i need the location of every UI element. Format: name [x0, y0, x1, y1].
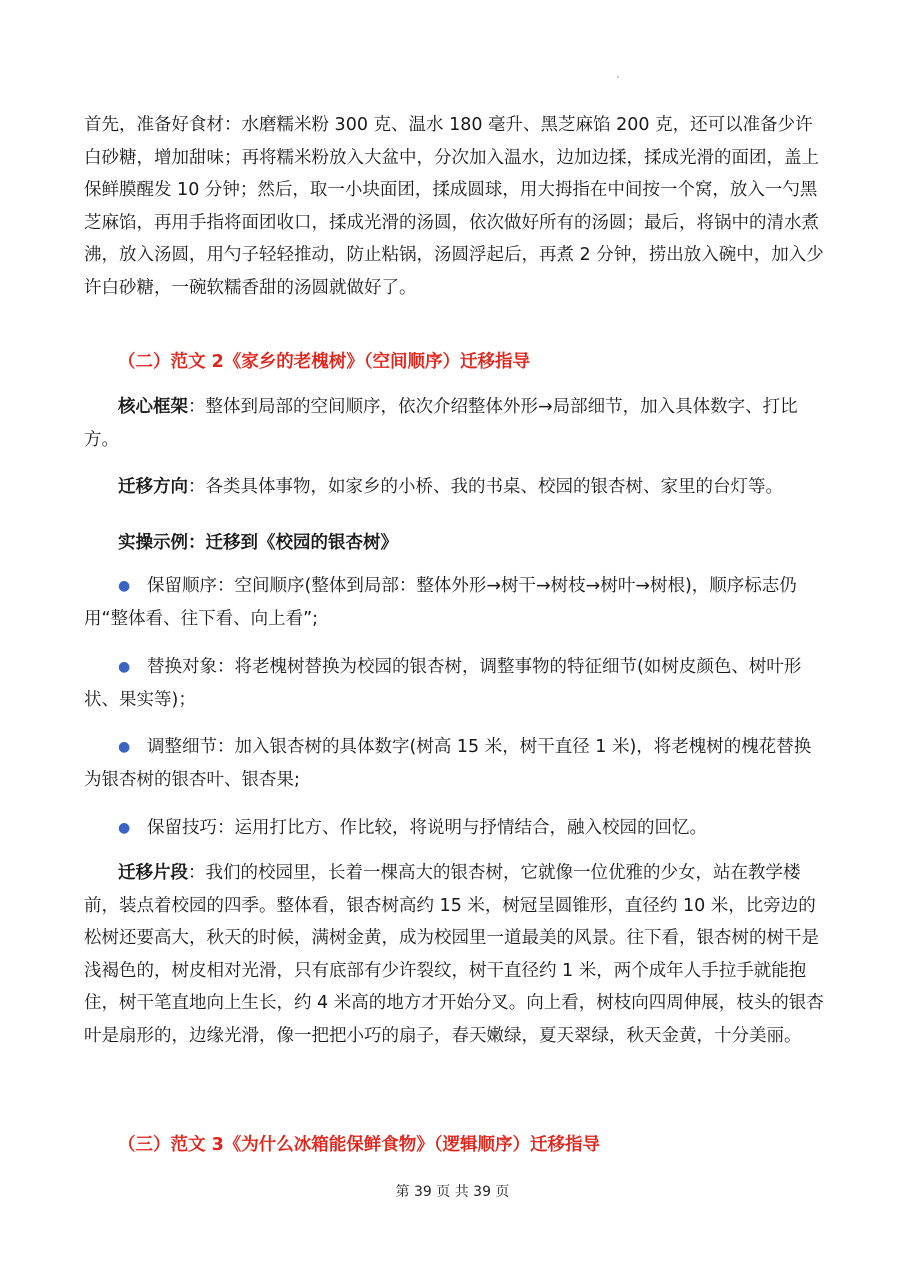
list-item: [84, 570, 828, 635]
core-framework-label: 核心框架: [118, 397, 188, 417]
fragment-text: ：我们的校园里，长着一棵高大的银杏树，它就像一位优雅的少女，站在教学楼前，装点着校园的四季。整体看，银杏树高约 15 米，树冠呈圆锥形，直径约 10 米，比旁边的松树还要高大，秋天的时候，满树金黄，成为校园里一道最美的风景。往下看，银杏树的树干是浅褐色的，树皮相对光滑，只有底部有少许裂纹，树干直径约 1 米，两个成年人手拉手就能抱住，树干笔直地向上生长，约 4 米高的地方才开始分叉。向上看，树枝向四周伸展，枝头的银杏叶是扇形的，边缘光滑，像一把把小巧的扇子，春天嫩绿，夏天翠绿，秋天金黄，十分美丽。: [84, 863, 824, 1046]
bullet-dot-icon: ●: [118, 659, 131, 675]
list-item: [84, 812, 828, 845]
list-item: [84, 651, 828, 716]
bullet-dot-icon: ●: [118, 578, 131, 594]
core-framework-paragraph: [84, 391, 828, 456]
direction-paragraph: [84, 471, 828, 504]
core-framework-text: ：整体到局部的空间顺序，依次介绍整体外形→局部细节，加入具体数字、打比方。: [84, 397, 798, 450]
bullet-text: 调整细节：加入银杏树的具体数字(树高 15 米，树干直径 1 米)，将老槐树的槐花替换为银杏树的银杏叶、银杏果;: [84, 737, 812, 790]
intro-text: 首先，准备好食材：水磨糯米粉 300 克、温水 180 毫升、黑芝麻馅 200 克，还可以准备少许白砂糖，增加甜味；再将糯米粉放入大盆中，分次加入温水，边加边揉，揉成光滑的面团，盖上保鲜膜醒发 10 分钟；然后，取一小块面团，揉成圆球，用大拇指在中间按一个窝，放入一勺黑芝麻馅，再用手指将面团收口，揉成光滑的汤圆，依次做好所有的汤圆；最后，将锅中的清水煮沸，放入汤圆，用勺子轻轻推动，防止粘锅，汤圆浮起后，再煮 2 分钟，捞出放入碗中，加入少许白砂糖，一碗软糯香甜的汤圆就做好了。: [84, 115, 824, 298]
fragment-label: 迁移片段: [118, 863, 188, 883]
intro-paragraph: [84, 109, 828, 304]
section3-heading: （三）范文 3《为什么冰箱能保鲜食物》（逻辑顺序）迁移指导: [118, 1135, 601, 1155]
direction-label: 迁移方向: [118, 477, 188, 497]
bullet-text: 保留技巧：运用打比方、作比较，将说明与抒情结合，融入校园的回忆。: [147, 818, 707, 838]
bullet-text: 保留顺序：空间顺序(整体到局部：整体外形→树干→树枝→树叶→树根)，顺序标志仍用“整体看、往下看、向上看”;: [84, 576, 797, 629]
bullet-dot-icon: ●: [118, 739, 131, 755]
example-heading: 实操示例：迁移到《校园的银杏树》: [118, 533, 398, 553]
list-item: [84, 731, 828, 796]
bullet-dot-icon: ●: [118, 820, 131, 836]
page-footer: 第 39 页 共 39 页: [395, 1184, 510, 1200]
section2-heading: （二）范文 2《家乡的老槐树》（空间顺序）迁移指导: [118, 352, 531, 372]
fragment-paragraph: [84, 857, 828, 1052]
bullet-text: 替换对象：将老槐树替换为校园的银杏树，调整事物的特征细节(如树皮颜色、树叶形状、果实等)；: [84, 657, 802, 710]
speck-mark: [617, 76, 619, 78]
direction-text: ：各类具体事物，如家乡的小桥、我的书桌、校园的银杏树、家里的台灯等。: [188, 477, 783, 497]
